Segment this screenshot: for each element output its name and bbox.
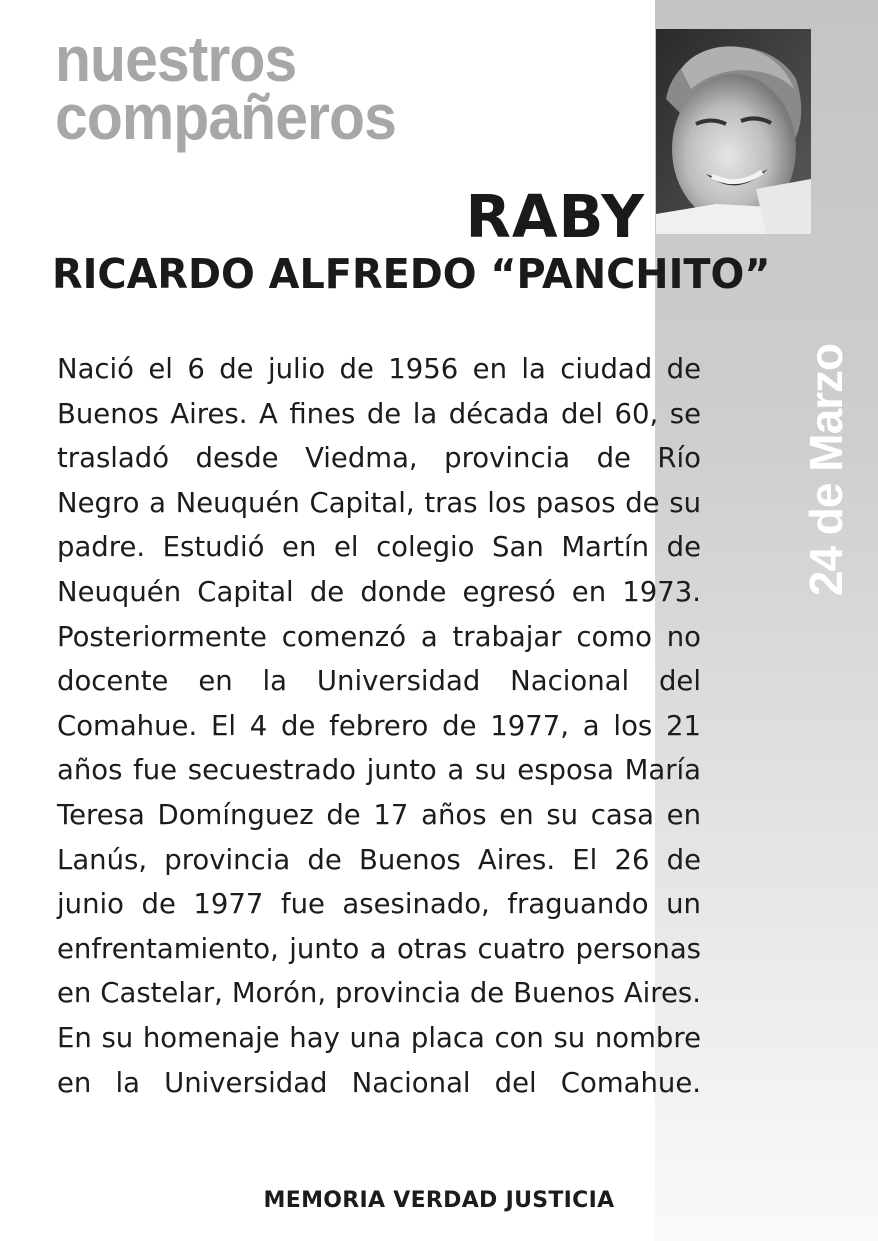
person-surname: RABY bbox=[465, 182, 645, 251]
portrait-photo-icon bbox=[656, 29, 811, 234]
portrait-photo bbox=[656, 29, 811, 234]
heading-line-2: compañeros bbox=[55, 81, 396, 153]
heading-line-1: nuestros bbox=[55, 23, 297, 95]
section-heading bbox=[55, 23, 396, 153]
footer-slogan: MEMORIA VERDAD JUSTICIA bbox=[263, 1188, 615, 1213]
person-full-name: RICARDO ALFREDO “PANCHITO” bbox=[52, 250, 771, 298]
biography-text: Nació el 6 de julio de 1956 en la ciudad de Buenos Aires. A fines de la década del 60, se trasladó desde Viedma, provincia de Río Negro a Neuquén Capital, tras los pasos de su padre. Estudió en el colegio San Martín de Neuquén Capital de donde egresó en 1973. Posteriormente comenzó a trabajar como no docente en la Universidad Nacional del Comahue. El 4 de febrero de 1977, a los 21 años fue secuestrado junto a su esposa María Teresa Domínguez de 17 años en su casa en Lanús, provincia de Buenos Aires. El 26 de junio de 1977 fue asesinado, fraguando un enfrentamiento, junto a otras cuatro personas en Castelar, Morón, provincia de Buenos Aires. En su homenaje hay una placa con su nombre en la Universidad Nacional del Comahue. bbox=[57, 353, 701, 1099]
date-vertical-label: 24 de Marzo bbox=[800, 343, 852, 597]
